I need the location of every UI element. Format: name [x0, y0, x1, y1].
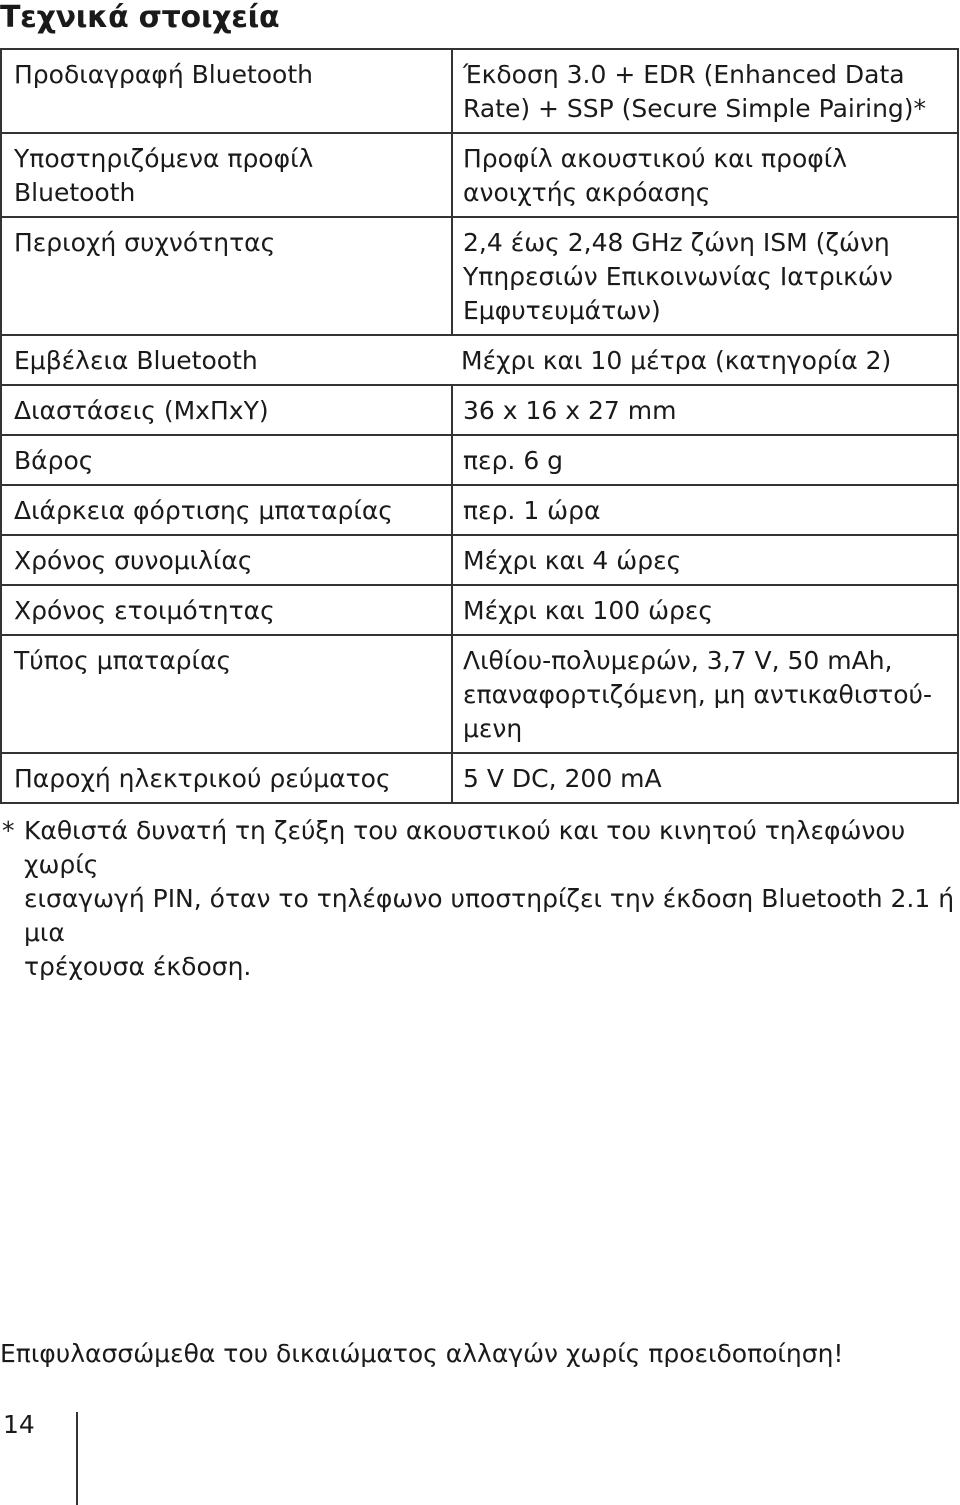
spec-label-line: Προδιαγραφή Bluetooth [14, 60, 313, 89]
spec-value-line: 36 x 16 x 27 mm [463, 396, 677, 425]
spec-value-line: περ. 1 ώρα [463, 496, 601, 525]
footnote-line: Καθιστά δυνατή τη ζεύξη του ακουστικού και του κινητού τηλεφώνου χωρίς [24, 816, 906, 879]
spec-value-line: Μέχρι και 100 ώρες [463, 596, 714, 625]
spec-value-line: Μέχρι και 10 μέτρα (κατηγορία 2) [461, 346, 892, 375]
disclaimer: Επιφυλασσώμεθα του δικαιώματος αλλαγών χωρίς προειδοποίηση! [0, 1339, 844, 1368]
spec-label-line: Βάρος [14, 446, 94, 475]
spec-value [451, 586, 957, 634]
spec-label [2, 436, 451, 484]
spec-label [2, 586, 451, 634]
spec-value [451, 436, 957, 484]
spec-label [2, 636, 451, 752]
spec-value-line: Υπηρεσιών Επικοινωνίας Ιατρικών [463, 262, 893, 291]
spec-value [451, 386, 957, 434]
spec-row [0, 132, 959, 216]
spec-label [2, 536, 451, 584]
footnote-line: τρέχουσα έκδοση. [24, 952, 252, 981]
spec-label-line: Bluetooth [14, 178, 136, 207]
spec-row [0, 584, 959, 634]
spec-label [2, 336, 451, 384]
spec-row [0, 384, 959, 434]
footnote-mark: * [2, 816, 15, 845]
spec-label-line: Περιοχή συχνότητας [14, 228, 276, 257]
spec-label [2, 50, 451, 132]
spec-row [0, 334, 959, 384]
spec-value-line: Rate) + SSP (Secure Simple Pairing)* [463, 94, 927, 123]
spec-row [0, 634, 959, 752]
spec-value [451, 336, 957, 384]
spec-value-line: Μέχρι και 4 ώρες [463, 546, 682, 575]
spec-value-line: Έκδοση 3.0 + EDR (Enhanced Data [463, 60, 905, 89]
spec-value-line: ανοιχτής ακρόασης [463, 178, 711, 207]
spec-value-line: 5 V DC, 200 mA [463, 764, 662, 793]
footnote [0, 814, 960, 984]
spec-label [2, 386, 451, 434]
spec-label-line: Εμβέλεια Bluetooth [14, 346, 258, 375]
spec-row [0, 484, 959, 534]
spec-label [2, 754, 451, 802]
spec-row [0, 48, 959, 132]
spec-value-line: Προφίλ ακουστικού και προφίλ [463, 144, 848, 173]
spec-label [2, 218, 451, 334]
spec-value-line: Λιθίου-πολυμερών, 3,7 V, 50 mAh, [463, 646, 893, 675]
spec-value [451, 218, 957, 334]
footnote-line: εισαγωγή PIN, όταν το τηλέφωνο υποστηρίζει την έκδοση Bluetooth 2.1 ή μια [24, 884, 955, 947]
footnote-text [0, 814, 960, 984]
spec-value-line: μενη [463, 714, 523, 743]
spec-label-line: Χρόνος συνομιλίας [14, 546, 253, 575]
spec-label-line: Χρόνος ετοιμότητας [14, 596, 275, 625]
spec-row [0, 216, 959, 334]
spec-value [451, 536, 957, 584]
spec-label-line: Διάρκεια φόρτισης μπαταρίας [14, 496, 393, 525]
spec-label-line: Διαστάσεις (ΜxΠxΥ) [14, 396, 269, 425]
spec-value [451, 754, 957, 802]
spec-value [451, 486, 957, 534]
spec-row [0, 752, 959, 804]
spec-value [451, 134, 957, 216]
spec-label-line: Παροχή ηλεκτρικού ρεύματος [14, 764, 391, 793]
spec-value-line: Εμφυτευμάτων) [463, 296, 661, 325]
spec-value-line: 2,4 έως 2,48 GHz ζώνη ISM (ζώνη [463, 228, 890, 257]
page-divider [76, 1412, 78, 1505]
page-title: Τεχνικά στοιχεία [0, 0, 280, 35]
spec-row [0, 534, 959, 584]
spec-value [451, 50, 957, 132]
spec-label [2, 134, 451, 216]
spec-label-line: Τύπος μπαταρίας [14, 646, 232, 675]
spec-label [2, 486, 451, 534]
spec-row [0, 434, 959, 484]
page-number: 14 [3, 1410, 35, 1439]
spec-value-line: περ. 6 g [463, 446, 564, 475]
specs-table [0, 48, 959, 804]
spec-label-line: Υποστηριζόμενα προφίλ [14, 144, 314, 173]
spec-value [451, 636, 957, 752]
spec-value-line: επαναφορτιζόμενη, μη αντικαθιστού- [463, 680, 932, 709]
